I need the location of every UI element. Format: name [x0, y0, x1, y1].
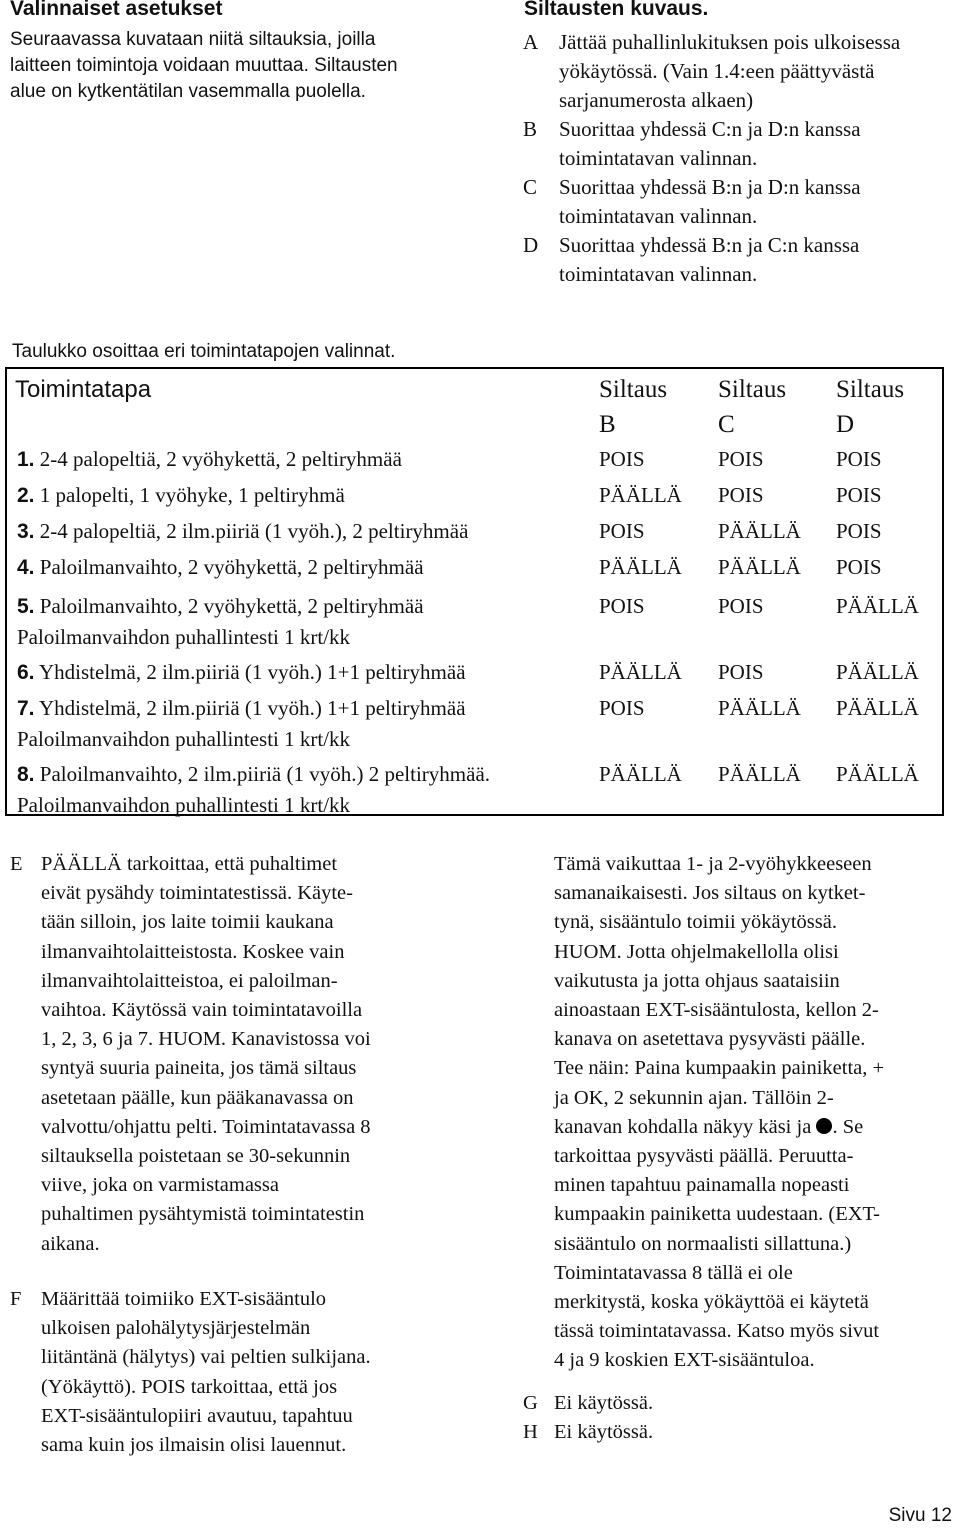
- section-intro: [10, 27, 440, 105]
- note-e: [10, 850, 471, 1259]
- note-line: siltauksella poistetaan se 30-sekunnin: [41, 1145, 351, 1168]
- continuation-text: [554, 850, 960, 1113]
- jumper-description-c: [523, 173, 953, 231]
- note-line: viive, joka on varmistamassa: [41, 1174, 279, 1197]
- header-jumper-d: [836, 372, 904, 442]
- header-jumper-b: [599, 372, 667, 442]
- note-h-text: Ei käytössä.: [554, 1421, 654, 1443]
- mode-number: 3.: [17, 520, 35, 543]
- header-letter: B: [599, 411, 616, 438]
- jumper-description-a: [523, 28, 953, 115]
- mode-text: Yhdistelmä, 2 ilm.piiriä (1 vyöh.) 1+1 peltiryhmää: [39, 660, 466, 684]
- jumper-letter: B: [523, 117, 538, 141]
- jumper-b-state: POIS: [599, 447, 645, 471]
- page-number: Sivu 12: [888, 1505, 952, 1526]
- jumper-d-state: PÄÄLLÄ: [836, 594, 919, 618]
- note-line: puhaltimen pysähtymistä toimintatestin: [41, 1203, 365, 1226]
- mode-text: Yhdistelmä, 2 ilm.piiriä (1 vyöh.) 1+1 peltiryhmää: [39, 696, 466, 720]
- note-g-text: Ei käytössä.: [554, 1392, 654, 1414]
- jumper-letter: D: [523, 233, 539, 257]
- note-g: [523, 1389, 960, 1418]
- table-row-mode: [17, 552, 424, 583]
- note-letter: F: [10, 1288, 22, 1310]
- header-mode: Toimintatapa: [15, 376, 152, 403]
- jumper-c-state: POIS: [718, 447, 764, 471]
- continuation-line: Tämä vaikuttaa 1- ja 2-vyöhykkeeseen: [554, 853, 872, 875]
- mode-text: Paloilmanvaihto, 2 vyöhykettä, 2 peltiryhmää: [39, 555, 424, 579]
- note-line: syntyä suuria paineita, jos tämä siltaus: [41, 1057, 357, 1080]
- note-line: valvottu/ohjattu pelti. Toimintatavassa 8: [41, 1115, 371, 1138]
- continuation-line: tässä toimintatavassa. Katso myös sivut: [554, 1320, 880, 1343]
- note-line: tään silloin, jos laite toimii kaukana: [41, 911, 334, 934]
- descriptions-title: Siltausten kuvaus.: [524, 0, 709, 20]
- jumper-d-state: POIS: [836, 519, 882, 543]
- mode-description-extra: Paloilmanvaihdon puhallintesti 1 krt/kk: [17, 727, 351, 751]
- continuation-line: ja OK, 2 sekunnin ajan. Tällöin 2-: [554, 1086, 834, 1109]
- continuation-line: kanava on asetettava pysyvästi päälle.: [554, 1028, 866, 1051]
- jumper-d-state: PÄÄLLÄ: [836, 696, 919, 720]
- table-row-mode: [17, 444, 402, 475]
- continuation-line: sisääntulo on normaalisti sillattuna.): [554, 1232, 852, 1255]
- jumper-b-state: PÄÄLLÄ: [599, 555, 682, 579]
- jumper-d-state: POIS: [836, 447, 882, 471]
- note-f-text: [41, 1285, 481, 1460]
- mode-description: [17, 759, 490, 790]
- note-line: asetetaan päälle, kun pääkanavassa on: [41, 1086, 354, 1109]
- continuation-line: tynä, sisääntulo toimii yökäytössä.: [554, 911, 837, 934]
- jumper-b-state: POIS: [599, 519, 645, 543]
- note-line: liitäntänä (hälytys) vai peltien sulkijana.: [41, 1346, 371, 1369]
- header-label: Siltaus: [599, 376, 668, 403]
- filled-dot-icon: [816, 1118, 832, 1134]
- continuation-line: 4 ja 9 koskien EXT-sisääntuloa.: [554, 1349, 815, 1372]
- note-f: [10, 1285, 481, 1460]
- jumper-letter: A: [523, 30, 539, 54]
- jumper-d-state: PÄÄLLÄ: [836, 660, 919, 684]
- note-line: ulkoisen palohälytysjärjestelmän: [41, 1317, 311, 1340]
- description-line: Jättää puhallinlukituksen pois ulkoisessa: [559, 30, 901, 54]
- continuation-line: HUOM. Jotta ohjelmakellolla olisi: [554, 940, 839, 963]
- description-line: Suorittaa yhdessä C:n ja D:n kanssa: [559, 117, 861, 141]
- mode-description-extra: Paloilmanvaihdon puhallintesti 1 krt/kk: [17, 625, 351, 649]
- mode-description: [17, 552, 424, 583]
- table-row-mode: [17, 657, 466, 688]
- note-letter: G: [523, 1392, 538, 1414]
- header-jumper-c: [718, 372, 786, 442]
- continuation-text: kanavan kohdalla näkyy käsi ja: [554, 1115, 817, 1138]
- table-row-mode: [17, 693, 466, 754]
- continuation-line: Toimintatavassa 8 tällä ei ole: [554, 1261, 793, 1284]
- continuation-line: samanaikaisesti. Jos siltaus on kytket-: [554, 882, 866, 905]
- mode-number: 5.: [17, 595, 35, 618]
- note-line: 1, 2, 3, 6 ja 7. HUOM. Kanavistossa voi: [41, 1028, 371, 1051]
- mode-description: [17, 516, 468, 547]
- table-caption: Taulukko osoittaa eri toimintatapojen valinnat.: [12, 341, 396, 362]
- continuation-line-with-dot: [554, 1113, 960, 1142]
- mode-text: 1 palopelti, 1 vyöhyke, 1 peltiryhmä: [39, 483, 345, 507]
- jumper-d-state: PÄÄLLÄ: [836, 762, 919, 786]
- mode-description: [17, 693, 466, 724]
- mode-text: 2-4 palopeltiä, 2 vyöhykettä, 2 peltiryhmää: [39, 447, 402, 471]
- description-line: Suorittaa yhdessä B:n ja D:n kanssa: [559, 175, 861, 199]
- jumper-description-list: [523, 28, 953, 289]
- description-line: yökäytössä. (Vain 1.4:een päättyvästä: [559, 59, 875, 83]
- jumper-b-state: PÄÄLLÄ: [599, 483, 682, 507]
- jumper-d-state: POIS: [836, 555, 882, 579]
- table-row-mode: [17, 759, 490, 820]
- mode-number: 1.: [17, 448, 35, 471]
- jumper-b-state: PÄÄLLÄ: [599, 660, 682, 684]
- mode-selection-table: [5, 367, 944, 816]
- jumper-c-state: PÄÄLLÄ: [718, 555, 801, 579]
- mode-number: 7.: [17, 697, 35, 720]
- mode-description-extra: Paloilmanvaihdon puhallintesti 1 krt/kk: [17, 793, 351, 817]
- table-row-mode: [17, 480, 345, 511]
- mode-text: 2-4 palopeltiä, 2 ilm.piiriä (1 vyöh.), 2 peltiryhmää: [39, 519, 469, 543]
- mode-description: [17, 444, 402, 475]
- mode-description: [17, 480, 345, 511]
- header-letter: C: [718, 411, 735, 438]
- note-h: [523, 1418, 960, 1447]
- jumper-b-state: POIS: [599, 696, 645, 720]
- note-line: sama kuin jos ilmaisin olisi lauennut.: [41, 1434, 347, 1457]
- header-letter: D: [836, 411, 855, 438]
- continuation-text: . Se: [832, 1115, 864, 1138]
- note-line: ilmanvaihtolaitteistosta. Koskee vain: [41, 940, 345, 963]
- mode-text: Paloilmanvaihto, 2 ilm.piiriä (1 vyöh.) 2 peltiryhmää.: [39, 762, 491, 786]
- note-line: aikana.: [41, 1232, 100, 1255]
- jumper-description-d: [523, 231, 953, 289]
- description-line: toimintatavan valinnan.: [559, 262, 758, 286]
- table-row-mode: [17, 591, 424, 652]
- continuation-line: kumpaakin painiketta uudestaan. (EXT-: [554, 1203, 881, 1226]
- note-line: (Yökäyttö). POIS tarkoittaa, että jos: [41, 1375, 338, 1398]
- section-title: Valinnaiset asetukset: [10, 0, 223, 20]
- description-line: Suorittaa yhdessä B:n ja C:n kanssa: [559, 233, 860, 257]
- note-line: vaihtoa. Käytössä vain toimintatavoilla: [41, 999, 363, 1022]
- note-line: PÄÄLLÄ tarkoittaa, että puhaltimet: [41, 853, 338, 875]
- continuation-line: vaikutusta ja jotta ohjaus saataisiin: [554, 969, 840, 992]
- mode-text: Paloilmanvaihto, 2 vyöhykettä, 2 peltiryhmää: [39, 594, 424, 618]
- note-e-text: [41, 850, 471, 1259]
- header-label: Siltaus: [836, 376, 905, 403]
- mode-number: 2.: [17, 484, 35, 507]
- jumper-letter: C: [523, 175, 538, 199]
- continuation-line: merkitystä, koska yökäyttöä ei käytetä: [554, 1291, 869, 1314]
- intro-line: alue on kytkentätilan vasemmalla puolella.: [10, 81, 366, 102]
- jumper-b-state: POIS: [599, 594, 645, 618]
- note-letter: E: [10, 853, 23, 875]
- continuation-line: ainoastaan EXT-sisääntulosta, kellon 2-: [554, 999, 879, 1022]
- description-line: toimintatavan valinnan.: [559, 146, 758, 170]
- note-letter: H: [523, 1421, 538, 1443]
- mode-number: 4.: [17, 556, 35, 579]
- jumper-b-state: PÄÄLLÄ: [599, 762, 682, 786]
- continuation-line: minen tapahtuu painamalla nopeasti: [554, 1174, 850, 1197]
- intro-line: Seuraavassa kuvataan niitä siltauksia, joilla: [10, 29, 376, 50]
- jumper-c-state: POIS: [718, 594, 764, 618]
- header-label: Siltaus: [718, 376, 787, 403]
- note-continuation: [554, 850, 960, 1376]
- note-line: eivät pysähdy toimintatestissä. Käyte-: [41, 882, 353, 905]
- mode-description: [17, 591, 424, 622]
- note-line: EXT-sisääntulopiiri avautuu, tapahtuu: [41, 1404, 353, 1427]
- continuation-line: tarkoittaa pysyvästi päällä. Peruutta-: [554, 1145, 854, 1168]
- jumper-description-b: [523, 115, 953, 173]
- jumper-c-state: PÄÄLLÄ: [718, 696, 801, 720]
- intro-line: laitteen toimintoja voidaan muuttaa. Siltausten: [10, 55, 398, 76]
- jumper-c-state: POIS: [718, 660, 764, 684]
- description-line: sarjanumerosta alkaen): [559, 88, 754, 112]
- note-line: Määrittää toimiiko EXT-sisääntulo: [41, 1288, 327, 1310]
- mode-number: 6.: [17, 661, 35, 684]
- table-row-mode: [17, 516, 468, 547]
- continuation-line: Tee näin: Paina kumpaakin painiketta, +: [554, 1057, 885, 1080]
- continuation-text: [554, 1142, 960, 1376]
- description-line: toimintatavan valinnan.: [559, 204, 758, 228]
- jumper-c-state: POIS: [718, 483, 764, 507]
- jumper-c-state: PÄÄLLÄ: [718, 762, 801, 786]
- mode-description: [17, 657, 466, 688]
- jumper-d-state: POIS: [836, 483, 882, 507]
- mode-number: 8.: [17, 763, 35, 786]
- jumper-c-state: PÄÄLLÄ: [718, 519, 801, 543]
- note-line: ilmanvaihtolaitteistoa, ei paloilman-: [41, 969, 338, 992]
